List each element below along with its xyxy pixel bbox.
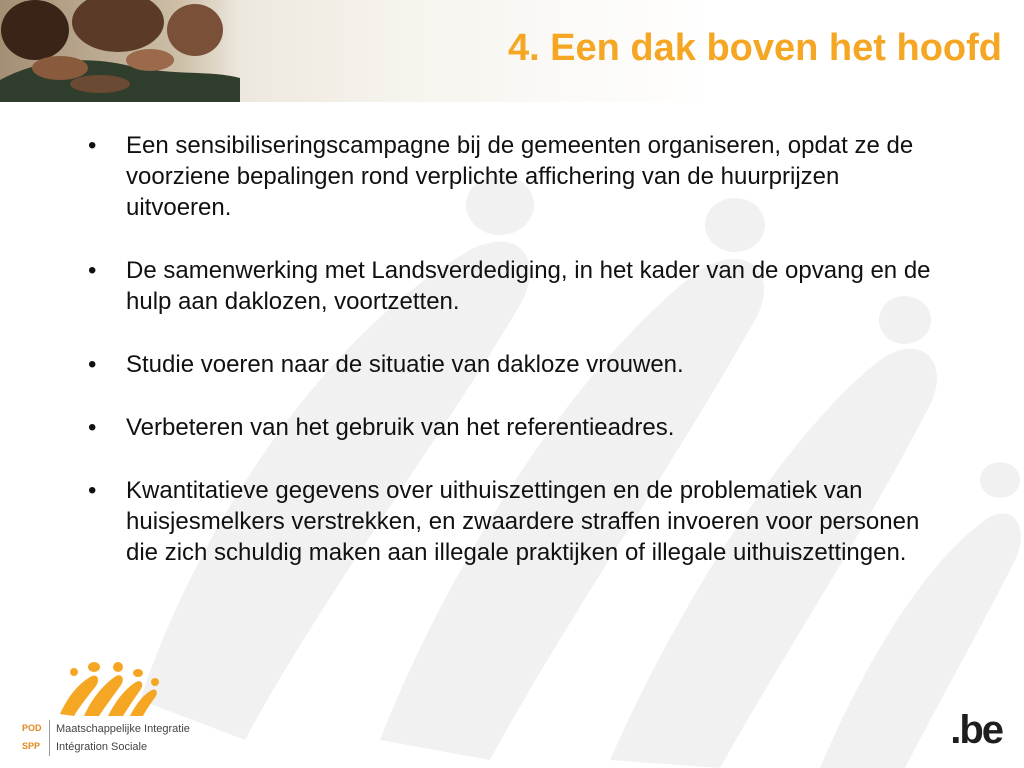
- org-name-fr: Intégration Sociale: [56, 741, 148, 753]
- header-photo: [0, 0, 240, 102]
- bullet-item: • Verbeteren van het gebruik van het referentieadres.: [88, 412, 948, 443]
- bullet-list: [88, 130, 948, 600]
- logo-divider: [49, 720, 50, 756]
- pod-label: POD: [22, 723, 42, 733]
- organization-logo: [18, 658, 238, 762]
- bullet-item: • Kwantitatieve gegevens over uithuiszettingen en de problematiek van huisjesmelkers verstrekken, en zwaardere straffen invoeren voor personen die zich schuldig maken aan illegale praktijken of illegale uithuiszettingen.: [88, 475, 948, 568]
- slide-title: 4. Een dak boven het hoofd: [507, 27, 1002, 69]
- people-logo-icon: [58, 658, 168, 716]
- be-logo: .be: [950, 708, 1002, 752]
- spp-label: SPP: [22, 741, 41, 751]
- bullet-item: • De samenwerking met Landsverdediging, in het kader van de opvang en de hulp aan daklozen, voortzetten.: [88, 255, 948, 317]
- org-name-nl: Maatschappelijke Integratie: [56, 723, 190, 735]
- bullet-item: • Studie voeren naar de situatie van dakloze vrouwen.: [88, 349, 948, 380]
- bullet-item: • Een sensibiliseringscampagne bij de gemeenten organiseren, opdat ze de voorziene bepalingen rond verplichte affichering van de huurprijzen uitvoeren.: [88, 130, 948, 223]
